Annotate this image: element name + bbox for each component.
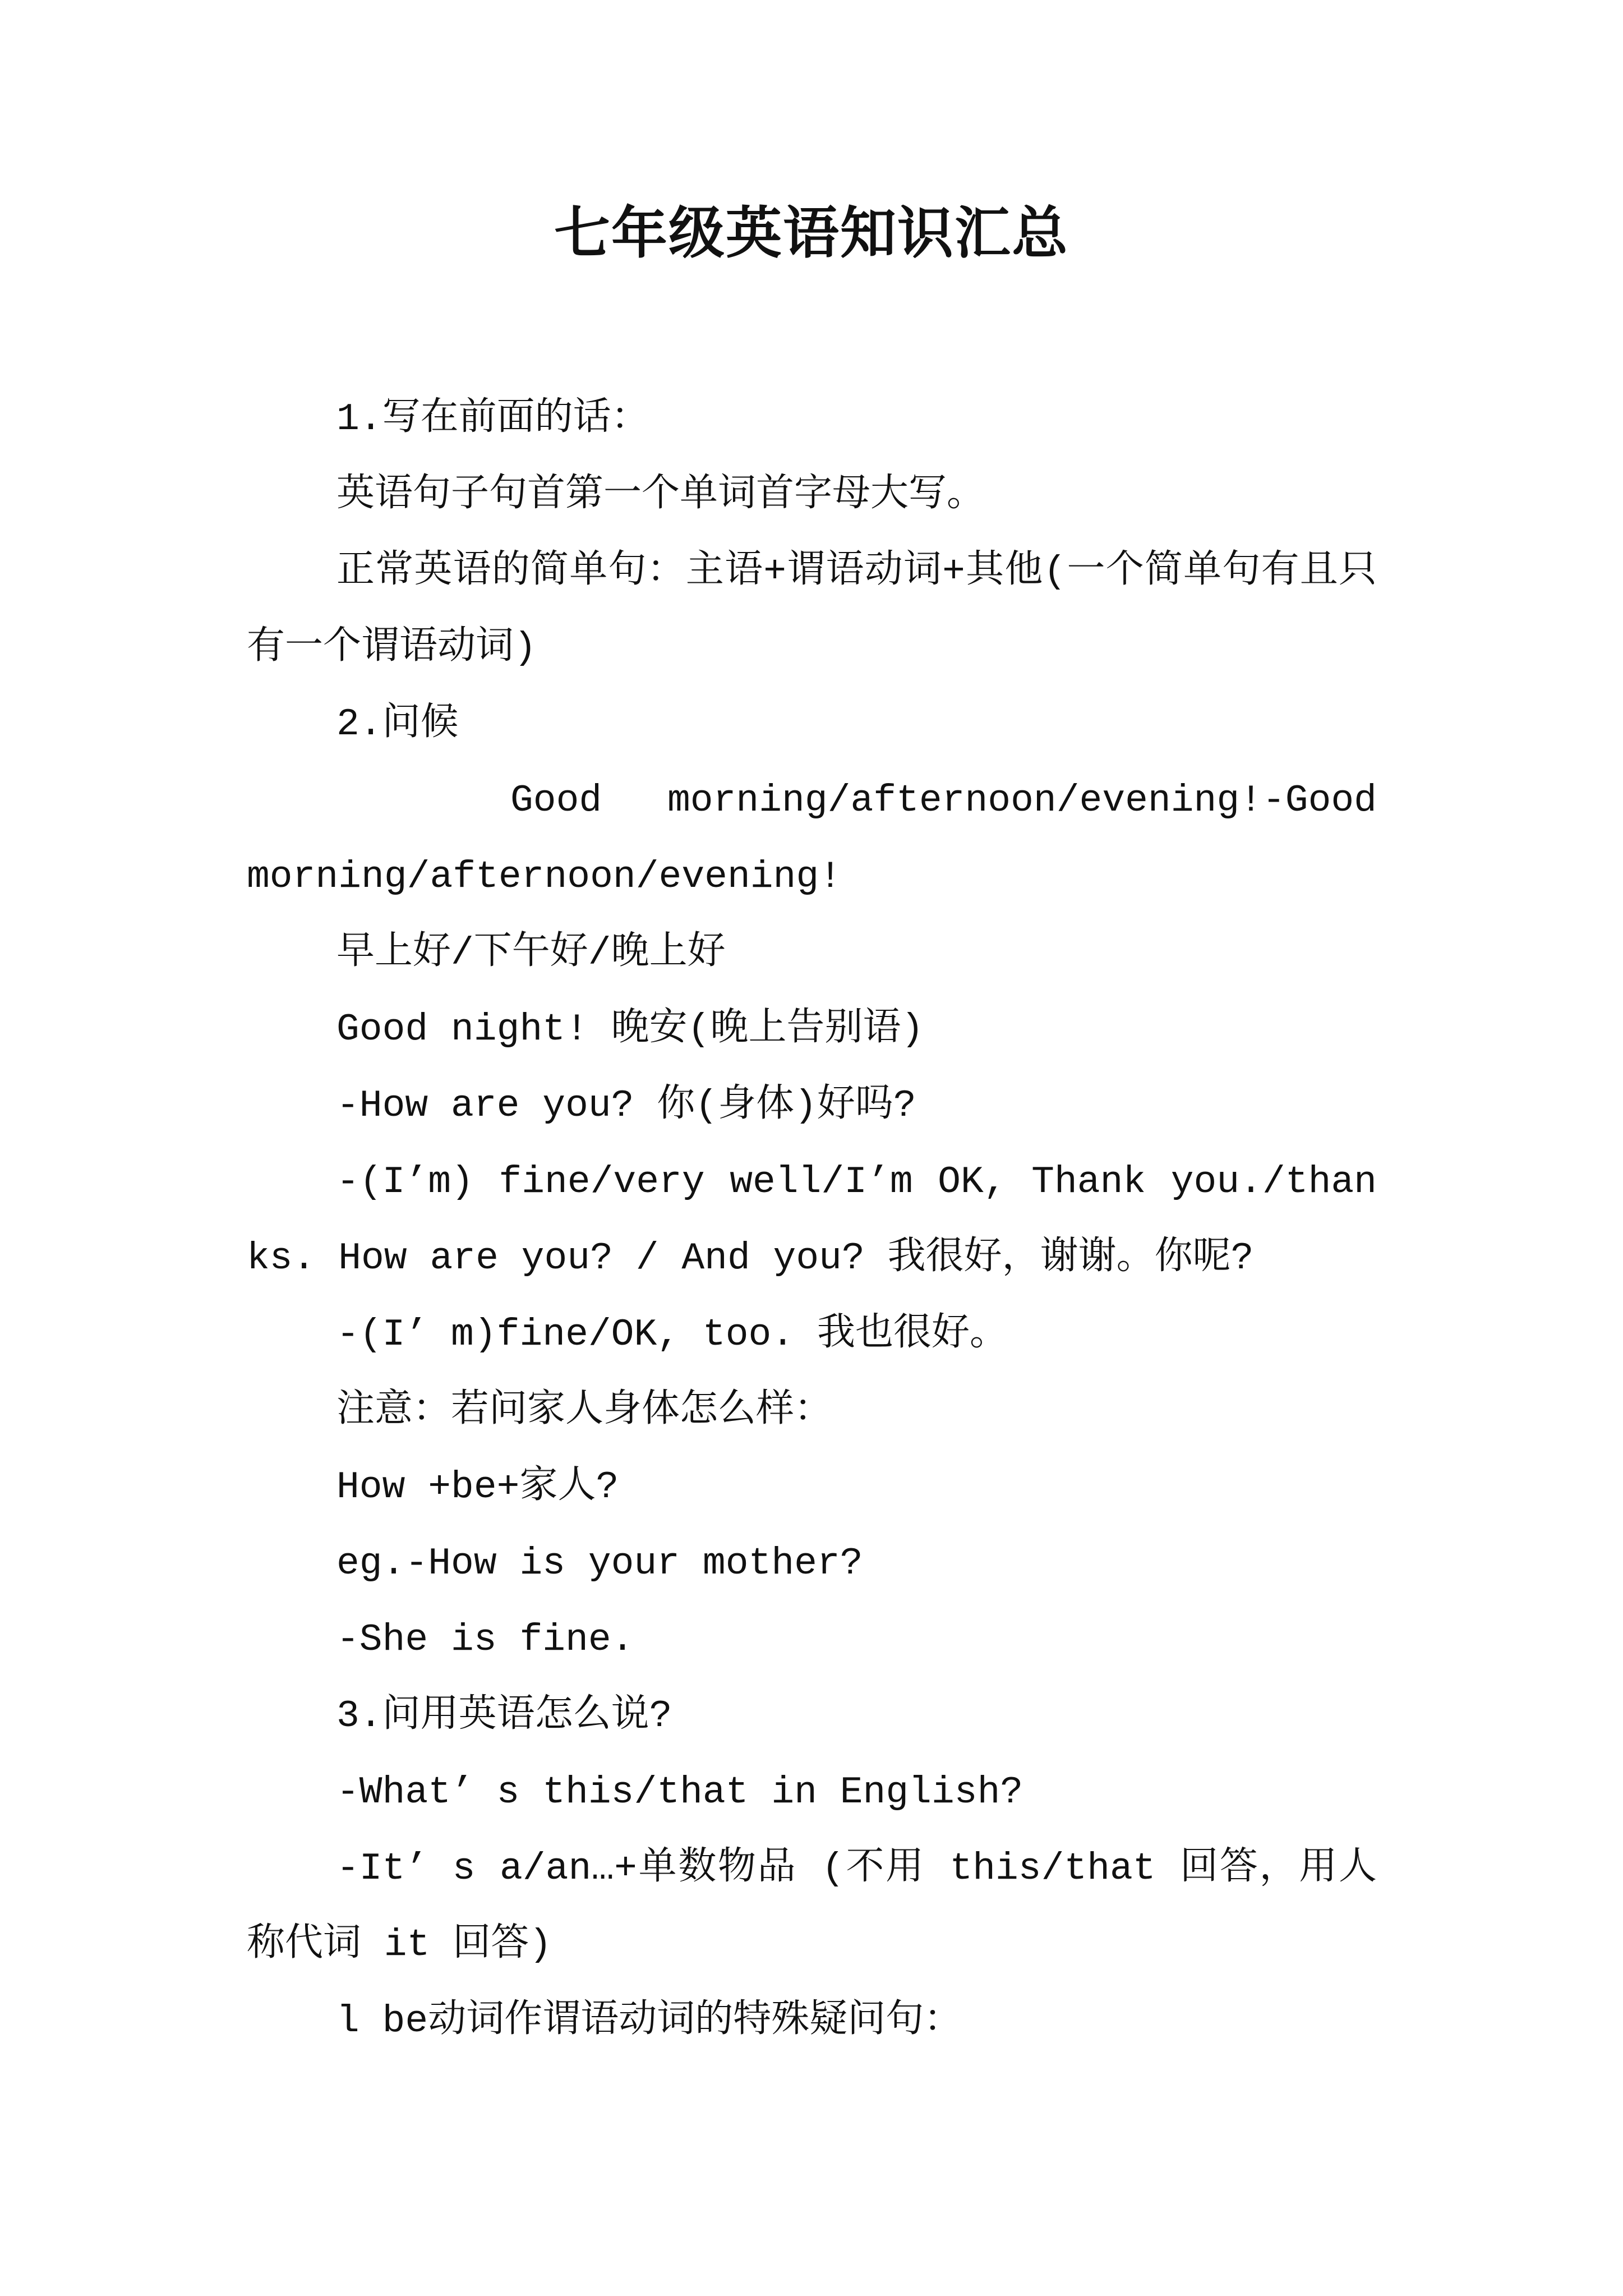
paragraph: Good morning/afternoon/evening!-Good morning/afternoon/evening!	[247, 779, 1377, 899]
paragraph: 注意：若问家人身体怎么样：	[336, 1389, 833, 1433]
paragraph: 早上好/下午好/晚上好	[336, 932, 726, 975]
paragraph: How +be+家人?	[336, 1466, 619, 1509]
paragraph: 正常英语的简单句：主语+谓语动词+其他(一个简单句有且只有一个谓语动词)	[247, 550, 1377, 670]
document-title: 七年级英语知识汇总	[554, 200, 1069, 266]
paragraph: l be动词作谓语动词的特殊疑问句：	[336, 2000, 962, 2043]
paragraph: Good night! 晚安(晚上告别语)	[336, 1008, 924, 1051]
paragraph: -It’ s a/an…+单数物品 (不用 this/that 回答，用人称代词 it 回答)	[247, 1847, 1377, 1967]
paragraph: 英语句子句首第一个单词首字母大写。	[336, 474, 985, 517]
paragraph: -(I’m) fine/very well/I’m OK, Thank you./thanks. How are you? / And you? 我很好，谢谢。你呢?	[247, 1161, 1377, 1280]
paragraph: 1.写在前面的话：	[336, 398, 649, 441]
document-body	[247, 381, 1377, 2060]
paragraph: -(I’ m)fine/OK, too. 我也很好。	[336, 1313, 1008, 1356]
paragraph: 3.问用英语怎么说?	[336, 1695, 672, 1738]
paragraph: -How are you? 你(身体)好吗?	[336, 1084, 916, 1128]
paragraph: -She is fine.	[336, 1618, 634, 1662]
paragraph: -What’ s this/that in English?	[336, 1771, 1023, 1814]
paragraph: 2.问候	[336, 703, 459, 746]
paragraph: eg.-How is your mother?	[336, 1542, 863, 1585]
